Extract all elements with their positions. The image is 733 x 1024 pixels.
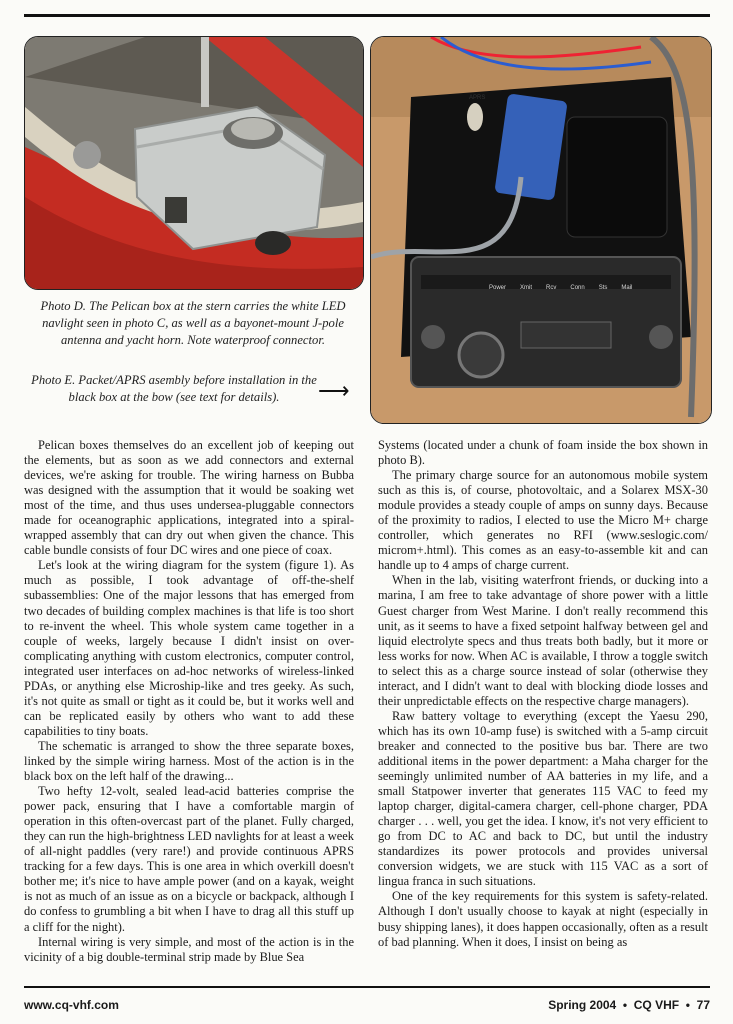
paragraph: Internal wiring is very simple, and most of the action is in the vicinity of a big double-terminal strip made by Blue Sea bbox=[24, 934, 354, 964]
indicator-label: Power bbox=[489, 285, 507, 291]
footer-issue: Spring 2004 • CQ VHF • 77 bbox=[548, 998, 710, 1012]
indicator-label: Xmit bbox=[520, 285, 533, 291]
paragraph: Pelican boxes themselves do an excellent job of keeping out the elements, but as soon as we add connectors and external devices, we're asking for trouble. The wiring harness on Bubba was designed with the assumption that it would be soaking wet most of the time, and thus uses undersea-pluggable connectors made for oceanographic applications, integrated into a spiral-wrapped assembly that can dry out when given the chance. This cable bundle consists of four DC wires and one piece of coax. bbox=[24, 438, 354, 558]
photo-e-caption: Photo E. Packet/APRS asembly before installation in the black box at the bow (see text for details). bbox=[31, 373, 317, 404]
photo-d bbox=[24, 36, 364, 290]
photo-e bbox=[370, 36, 712, 424]
paragraph: One of the key requirements for this system is safety-related. Although I don't usually choose to kayak at night (especially in busy shipping lanes), it does happen occasionally, often as a result of bad planning. When it does, I insist on being as bbox=[378, 889, 708, 949]
footer-url: www.cq-vhf.com bbox=[24, 998, 119, 1012]
paragraph: Raw battery voltage to everything (except the Yaesu 290, which has its own 10-amp fuse) is switched with a 5-amp circuit breaker and connected to the positive bus bar. There are two additional items in the power department: a Maha charger for the seemingly unlimited number of AA batteries in my life, and a small Statpower inverter that generates 115 VAC to feed my laptop charger, digital-camera charger, cell-phone charger, PDA charger . . . well, you get the idea. I know, it's not very efficient to go from DC to AC and back to DC, but until the industry standardizes its power protocols and provides universal conversion widgets, we are stuck with 115 VAC as a sort of lingua franca in such situations. bbox=[378, 708, 708, 889]
radio-indicator-labels bbox=[489, 285, 632, 291]
paragraph: When in the lab, visiting waterfront friends, or ducking into a marina, I am free to take advantage of shore power with a little Guest charger from West Marine. I don't really recommend this unit, as it seems to have a fixed setpoint halfway between gel and liquid electrolyte specs and thus treats both badly, but it more or less works for now. When AC is available, I throw a toggle switch to select this as a charge source instead of solar (otherwise they interact, and I didn't want to deal with blocking diode losses and their unpredictable effects on the respective charge managers). bbox=[378, 573, 708, 708]
paragraph: Let's look at the wiring diagram for the system (figure 1). As much as possible, I took advantage of off-the-shelf subassemblies: One of the major lessons that has emerged from two decades of building complex machines is that life is too short to re-invent the wheel. This whole system came together in a couple of weeks, largely because I didn't insist on over-complicating anything with custom electronics, computer control, integrated user interfaces on ad-hoc networks of wireless-linked PDAs, or anything else Microship-like and tres geeky. As such, it's not quite as small or tight as it could be, but it works well and can be replicated easily by others who want to add these capabilities to tiny boats. bbox=[24, 558, 354, 738]
photo-d-caption: Photo D. The Pelican box at the stern carries the white LED navlight seen in photo C, as well as a bayonet-mount J-pole antenna and yacht horn. Note waterproof connector. bbox=[40, 299, 346, 347]
paragraph: Two hefty 12-volt, sealed lead-acid batteries comprise the power pack, ensuring that I have a comfortable margin of operation in this often-overcast part of the planet. Fully charged, they can run the high-brightness LED navlights for at least a week of all-night paddles (very rare!) and provide continuous APRS tracking for a few days. This is one area in which overkill doesn't bother me; it's nice to have ample power (and on a kayak, weight is not as much of an issue as on a bicycle or backpack, although I do confess to grumbling a bit when I have to drag all this stuff up a cliff for the night). bbox=[24, 784, 354, 934]
right-arrow-icon: ⟶ bbox=[318, 378, 350, 403]
indicator-label: Sts bbox=[598, 285, 608, 291]
right-column bbox=[378, 438, 708, 950]
indicator-label: Mail bbox=[621, 285, 633, 291]
paragraph: The schematic is arranged to show the three separate boxes, linked by the simple wiring harness. Most of the action is in the black box on the left half of the drawing... bbox=[24, 738, 354, 784]
bottom-rule bbox=[24, 986, 710, 988]
paragraph: The primary charge source for an autonomous mobile system such as this is, of course, photovoltaic, and a Solarex MSX-30 module provides a steady couple of amps on sunny days. Because of the proximity to radios, I elected to use the Micro M+ charge controller, which generates no RFI (www.seslogic.com/ microm+.html). This comes as an easy-to-assemble kit and can handle up to 4 amps of charge current. bbox=[378, 468, 708, 573]
indicator-label: Conn bbox=[570, 285, 585, 291]
top-rule bbox=[24, 14, 710, 17]
paragraph: Systems (located under a chunk of foam inside the box shown in photo B). bbox=[378, 438, 708, 468]
aprs-label: APRS bbox=[469, 95, 486, 101]
left-column bbox=[24, 438, 354, 965]
indicator-label: Rcv bbox=[546, 285, 557, 291]
